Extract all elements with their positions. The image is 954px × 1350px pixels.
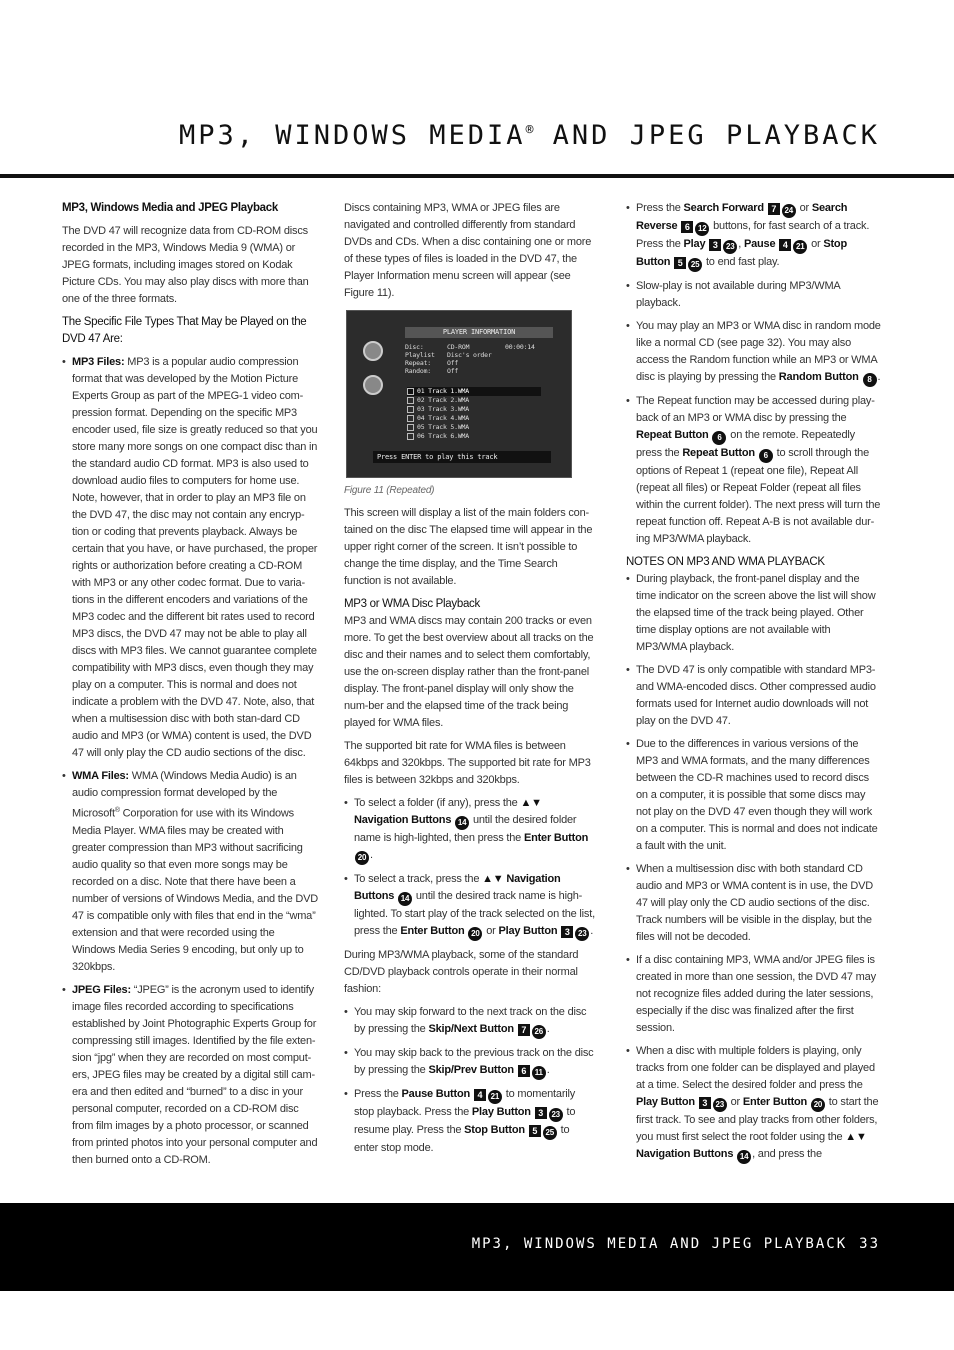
callout-23: 23 [713,1098,727,1112]
music-file-icon [407,415,414,422]
list-item: • To select a track, press the ▲▼ Navigation Buttons 14 until the desired track name is high-lighted. To start play of the track selected on the list, press the Enter Button 20 or Play Button 3 23 . [344,871,596,941]
track-row: 05 Track 5.WMA [407,423,541,432]
figure-info: Disc: CD-ROM 00:00:14 Playlist Disc's order Repeat: Off Random: Off [405,343,535,375]
list-item: • When a multisession disc with both standard CD audio and MP3 or WMA content is in use, the DVD 47 will play only the CD audio sections of the disc. Track numbers will be visible in the display, but the files will not be decoded. [626,861,882,946]
callout-8: 8 [863,373,877,387]
navigation-list [344,795,596,941]
figure-track-list [407,387,541,441]
figure-title-bar: PLAYER INFORMATION [405,327,553,338]
key-6: 6 [518,1065,530,1077]
section-heading: MP3, Windows Media and JPEG Playback [62,202,278,214]
callout-14: 14 [455,816,469,830]
callout-21: 21 [488,1090,502,1104]
list-item: • To select a folder (if any), press the ▲▼ Navigation Buttons 14 until the desired folder name is high-lighted, then press the Enter Button 20 . [344,795,596,865]
file-type-list [62,354,318,1169]
playback-controls-list [344,1004,596,1157]
callout-20: 20 [468,927,482,941]
list-item: • You may play an MP3 or WMA disc in random mode like a normal CD (see page 32). You may also access the Random function while an MP3 or WMA disc is playing by pressing the Random Button 8 . [626,318,882,387]
figure-caption: Figure 11 (Repeated) [344,485,435,496]
page-title: MP3, WINDOWS MEDIA® AND JPEG PLAYBACK [178,120,880,151]
callout-25: 25 [543,1126,557,1140]
list-item: • When a disc with multiple folders is playing, only tracks from one folder can be displayed and played at a time. Select the desired folder and press the Play Button 3 23 or Enter Button 20 to start the first track. To see and play tracks from other folders, you must first select the root folder using the ▲▼ Navigation Buttons 14 , and press the [626,1043,882,1164]
key-4: 4 [779,239,791,251]
paragraph: During MP3/WMA playback, some of the standard CD/DVD playback controls operate in their normal fashion: [344,949,579,995]
track-row: 02 Track 2.WMA [407,396,541,405]
header-rule [0,174,954,178]
callout-11: 11 [532,1066,546,1080]
key-7: 7 [518,1024,530,1036]
figure-side-icons [353,333,393,409]
callout-23: 23 [575,927,589,941]
list-item: • Due to the differences in various versions of the MP3 and WMA formats, and the many differences between the CD-R machines used to record discs on a computer, it is possible that some discs may not play on the DVD 47 even though they will work on a computer. This is normal and does not indicate a fault with the unit. [626,736,882,855]
callout-14: 14 [737,1150,751,1164]
list-item-wma: • WMA Files: WMA (Windows Media Audio) is an audio compression format developed by the Microsoft® Corporation for use with its Windows Media Player. WMA files may be created with greater compression than MP3 without sacrificing audio quality so that even more songs may be recorded on a disc. Note that there have been a number of versions of Windows Media, and the DVD 47 is compatible only with files that end in the “wma” extension and that were recorded using the Windows Media Series 9 encoding, but only up to 320kbps. [62,768,318,976]
intro-paragraph: The DVD 47 will recognize data from CD-ROM discs recorded in the MP3, Windows Media 9 (WMA) or JPEG formats, including images stored on Kodak Picture CDs. You may also play discs with more than one of the three formats. [62,225,309,305]
key-4: 4 [474,1089,486,1101]
figure-footer-bar: Press ENTER to play this track [373,451,551,463]
music-file-icon [407,406,414,413]
column-right [626,200,882,1170]
track-row: 06 Track 6.WMA [407,432,541,441]
key-3: 3 [535,1107,547,1119]
column-left [62,200,318,1175]
callout-12: 12 [695,222,709,236]
notes-list [626,571,882,1164]
key-7: 7 [768,203,780,215]
list-item: • The Repeat function may be accessed during play-back of an MP3 or WMA disc by pressing the Repeat Button 6 on the remote. Repeatedly press the Repeat Button 6 to scroll through the options of Repeat 1 (repeat one file), Repeat All (repeat all files) or Repeat Folder (repeat all files within the current folder). The next press will turn the repeat function off. Repeat A-B is not available dur-ing MP3/WMA playback. [626,393,882,548]
paragraph: This screen will display a list of the main folders con-tained on the disc The elapsed time will appear in the upper right corner of the screen. It isn’t possible to change the time display, and the Time Search function is not available. [344,507,593,587]
callout-21: 21 [793,240,807,254]
music-file-icon [407,388,414,395]
page-number: 33 [859,1236,880,1252]
callout-20: 20 [355,851,369,865]
callout-6: 6 [712,431,726,445]
list-item-mp3: • MP3 Files: MP3 is a popular audio compression format that was developed by the Motion Picture Experts Group as part of the MPEG-1 video com-pression format. Depending on the specific MP3 encoder used, file size is greatly reduced so that you store many more songs on one compact disc than in the standard audio CD format. MP3 is also used to download audio files to computers for home use. Note, however, that in order to play an MP3 file on the DVD 47, the disc may not contain any encryp-tion or coding that prevents playback. Always be certain that you have, or have purchased, the proper rights or authorization before creating a CD-ROM with MP3 or any other codec format. Due to varia-tions in the different encoders and variations of the MP3 codec and the different bit rates used to record MP3 discs, the DVD 47 may not be able to play all discs with MP3 files. We cannot guarantee complete compatibility with MP3 discs, even though they may play on a computer. This is normal and does not indicate a problem with the DVD 47. Note, also, that when a multisession disc with both stan-dard CD audio and MP3 (or WMA) content is used, the DVD 47 will only play the CD audio sections of the disc. [62,354,318,762]
repeat-icon [363,375,383,395]
music-file-icon [407,424,414,431]
list-item: • If a disc containing MP3, WMA and/or JPEG files is created in more than one session, the DVD 47 may not recognize files added during the later sessions, especially if the disc was finalized after the first session. [626,952,882,1037]
notes-heading: NOTES ON MP3 AND WMA PLAYBACK [626,556,825,568]
callout-24: 24 [782,204,796,218]
subheading: MP3 or WMA Disc Playback [344,598,480,610]
subheading: The Specific File Types That May be Played on the DVD 47 Are: [62,316,307,345]
track-row: 04 Track 4.WMA [407,414,541,423]
music-file-icon [407,397,414,404]
list-item: • You may skip back to the previous track on the disc by pressing the Skip/Prev Button 6 11 . [344,1045,596,1080]
search-list [626,200,882,548]
key-5: 5 [674,257,686,269]
music-file-icon [407,433,414,440]
callout-26: 26 [532,1025,546,1039]
key-3: 3 [561,926,573,938]
paragraph: The supported bit rate for WMA files is between 64kbps and 320kbps. The supported bit rate for MP3 files is between 32kbps and 320kbps. [344,740,591,786]
callout-6: 6 [759,449,773,463]
list-item: • You may skip forward to the next track on the disc by pressing the Skip/Next Button 7 26 . [344,1004,596,1039]
player-information-screenshot [346,310,572,478]
list-item-jpeg: • JPEG Files: “JPEG” is the acronym used to identify image files recorded according to specifications established by Joint Photographic Experts Group for compressing still images. Identified by the file exten-sion “jpg” when they are recorded on most comput-ers, JPEG files may be created by a digital still cam-era and then edited and “burned” to a disc in your personal computer, recorded on a CD-ROM disc from film images by a photo processor, or scanned from printed photos into your personal computer and then burned onto a CD-ROM. [62,982,318,1169]
page-header [0,0,954,180]
key-3: 3 [709,239,721,251]
key-5: 5 [529,1125,541,1137]
list-item: • The DVD 47 is only compatible with standard MP3- and WMA-encoded discs. Other compressed audio formats used for Internet audio downloads will not play on the DVD 47. [626,662,882,730]
callout-23: 23 [723,240,737,254]
footer-running-title: MP3, WINDOWS MEDIA AND JPEG PLAYBACK 33 [471,1236,880,1252]
list-item: • Slow-play is not available during MP3/WMA playback. [626,278,882,312]
callout-23: 23 [549,1108,563,1122]
column-middle [344,200,596,1163]
disc-icon [363,341,383,361]
list-item: • During playback, the front-panel display and the time indicator on the screen above the list will show the elapsed time of the track being played. Other time display options are not available with MP3/WMA playback. [626,571,882,656]
paragraph: MP3 and WMA discs may contain 200 tracks or even more. To get the best overview about all tracks on the disc and their names and to select them comfortably, use the on-screen display rather than the front-panel display. The front-panel display will only show the num-ber and the elapsed time of the track being played for WMA files. [344,615,594,729]
callout-20: 20 [811,1098,825,1112]
key-6: 6 [681,221,693,233]
list-item: • Press the Search Forward 7 24 or Search Reverse 6 12 buttons, for fast search of a track. Press the Play 3 23 , Pause 4 21 or Stop Button 5 25 to end fast play. [626,200,882,272]
track-row: 01 Track 1.WMA [407,387,541,396]
track-row: 03 Track 3.WMA [407,405,541,414]
callout-14: 14 [398,892,412,906]
list-item: • Press the Pause Button 4 21 to momentarily stop playback. Press the Play Button 3 23 to resume play. Press the Stop Button 5 25 to enter stop mode. [344,1086,596,1157]
callout-25: 25 [688,258,702,272]
intro-paragraph: Discs containing MP3, WMA or JPEG files are navigated and controlled differently from standard DVDs and CDs. When a disc containing one or more of these types of files is loaded in the DVD 47, the Player Information menu screen will appear (see Figure 11). [344,202,592,299]
key-3: 3 [699,1097,711,1109]
